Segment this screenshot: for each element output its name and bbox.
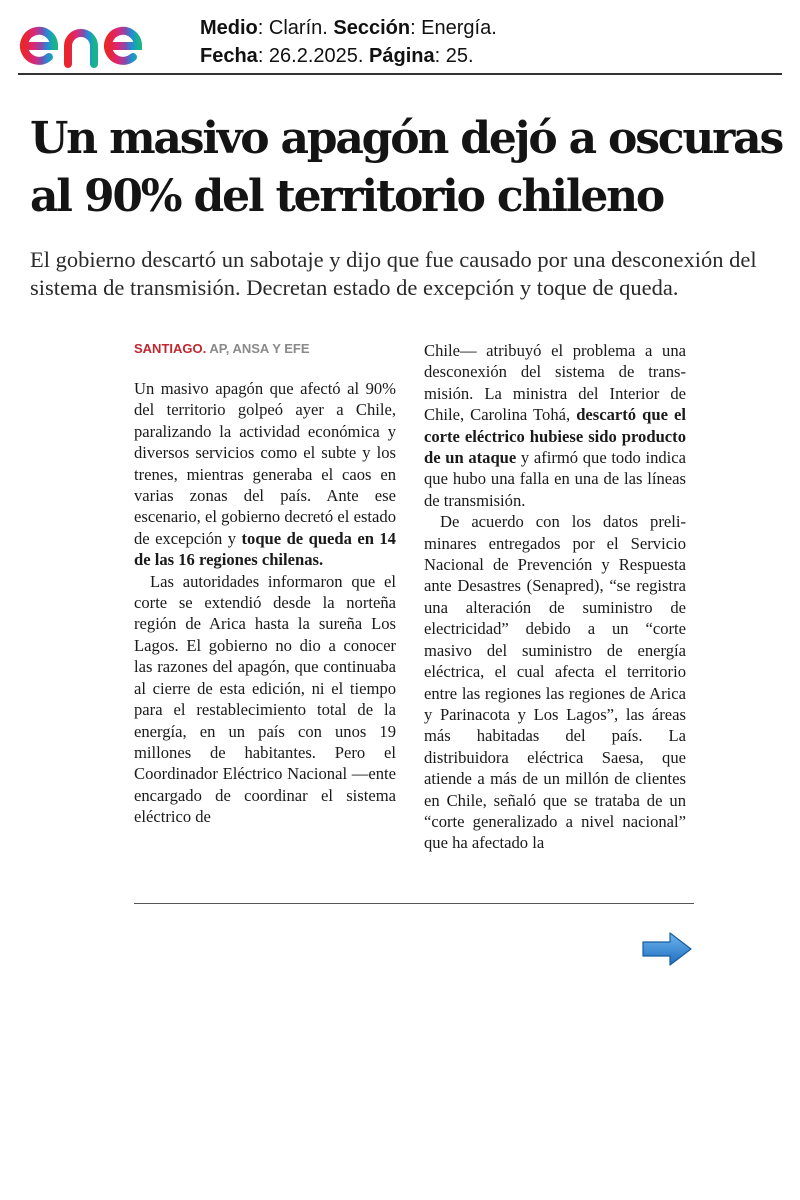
paragraph-3-text-a: Chile— atribuyó el problema a una desconexión del sistema de transmisión. La ministra del Interior de Chile, Carolina Tohá,: [424, 341, 686, 425]
source-line-2: [200, 42, 497, 70]
arrow-right-icon[interactable]: [640, 930, 694, 968]
header-divider: [18, 73, 782, 75]
fecha-label: Fecha: [200, 45, 258, 67]
seccion-value: : Energía.: [410, 17, 497, 39]
paragraph-3: [424, 340, 686, 511]
headline: Un masivo apagón dejó a oscuras al 90% del territorio chileno: [30, 113, 783, 222]
subtitle: El gobierno descartó un sabotaje y dijo que fue causado por una desconexión del sistema de transmisión. Decretan estado de excepción y toque de queda.: [30, 247, 757, 300]
paragraph-1-text: Un masivo apagón que afectó al 90% del territorio golpeó ayer a Chile, paralizando la actividad económica y diversos servicios como el subte y los trenes, mientras generaba el caos en varias zonas del país. Ante ese escenario, el gobierno decretó el estado de excepción y: [134, 379, 396, 548]
article-column-left: [134, 340, 396, 828]
medio-label: Medio: [200, 17, 258, 39]
medio-value: : Clarín.: [257, 17, 334, 39]
paragraph-1-bold: toque de queda en 14 de las 16 regiones chilenas.: [134, 528, 396, 570]
article-column-right: [424, 340, 686, 854]
pagina-label: Página: [369, 45, 435, 67]
article-end-divider: [134, 903, 694, 904]
dateline-agencies: AP, ANSA Y EFE: [206, 341, 310, 356]
seccion-label: Sección: [333, 17, 411, 39]
source-info: [200, 14, 497, 70]
dateline: [134, 340, 396, 358]
paragraph-2: Las autoridades informaron que el corte se extendió desde la norteña región de Arica hasta la sureña Los Lagos. El gobierno no dio a conocer las razones del apagón, que continuaba al cierre de esta edición, ni el tiempo para el restablecimiento total de la energía, en un país con unos 19 millones de habitantes. Pero el Coordinador Eléctrico Nacional —ente encargado de coordinar el sistema eléctrico de: [134, 571, 396, 827]
paragraph-4: De acuerdo con los datos preliminares entregados por el Servicio Nacional de Prevención y Respuesta ante Desastres (Senapred), “se registra una alteración de suministro de electricidad” debido a un “corte masivo del suministro de energía eléctrica, el cual afecta el territorio entre las regiones las regiones de Arica y Parinacota y Los Lagos”, las áreas más habitadas del país. La distribuidora eléctrica Saesa, que atiende a más de un millón de clientes en Chile, señaló que se trataba de un “corte generalizado a nivel nacional” que ha afectado la: [424, 512, 686, 853]
enel-logo: [16, 6, 172, 68]
fecha-value: : 26.2.2025.: [257, 45, 370, 67]
dateline-city: SANTIAGO.: [134, 341, 207, 356]
paragraph-1: [134, 378, 396, 571]
paragraph-3-bold: descartó que el corte eléctrico hubiese sido producto de un ataque: [424, 405, 686, 468]
source-line-1: [200, 14, 497, 42]
pagina-value: : 25.: [434, 45, 474, 67]
paragraph-3-text-b: y afirmó que todo indica que hubo una falla en una de las líneas de transmisión.: [424, 448, 686, 510]
